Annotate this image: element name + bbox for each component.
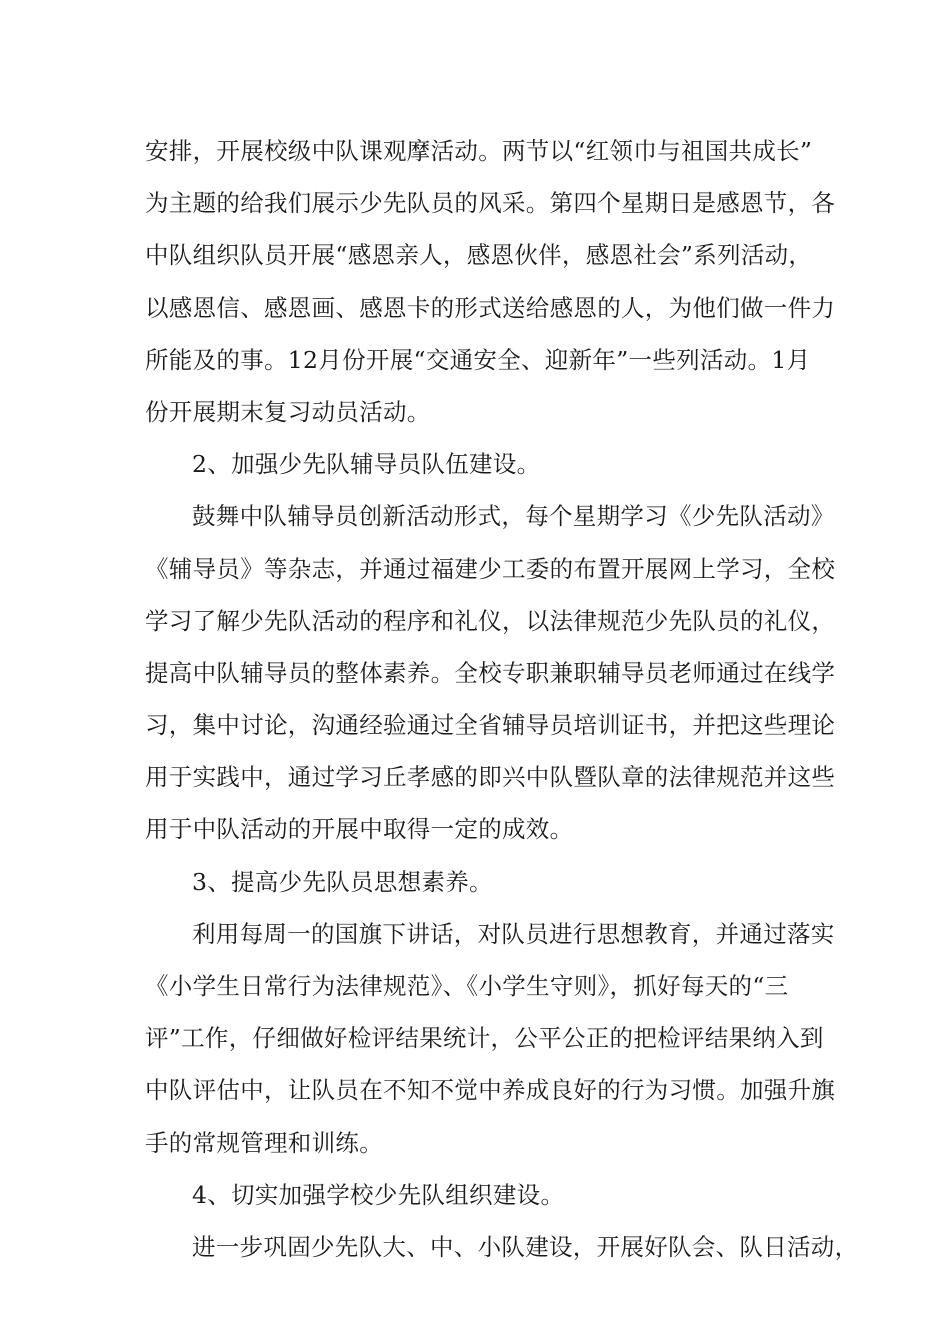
section-heading-4 <box>145 1169 825 1221</box>
heading-line: 3、提高少先队员思想素养。 <box>192 867 493 896</box>
paragraph-activities-continued <box>145 125 836 438</box>
text-line: 用于实践中，通过学习丘孝感的即兴中队暨队章的法律规范并这些 <box>145 763 836 792</box>
text-line: 中队组织队员开展“感恩亲人，感恩伙伴，感恩社会”系列活动， <box>145 241 813 270</box>
text-line: 为主题的给我们展示少先队员的风采。第四个星期日是感恩节，各 <box>145 189 836 218</box>
text-line: 进一步巩固少先队大、中、小队建设，开展好队会、队日活动， <box>192 1232 859 1261</box>
text-line: 《辅导员》等杂志，并通过福建少工委的布置开展网上学习，全校 <box>145 554 836 583</box>
heading-line: 2、加强少先队辅导员队伍建设。 <box>192 450 541 479</box>
text-line: 以感恩信、感恩画、感恩卡的形式送给感恩的人，为他们做一件力 <box>145 293 836 322</box>
paragraph-counselor-training <box>145 490 836 855</box>
text-line: 份开展期末复习动员活动。 <box>145 397 431 426</box>
text-line: 安排，开展校级中队课观摩活动。两节以“红领巾与祖国共成长” <box>145 137 813 165</box>
heading-line: 4、切实加强学校少先队组织建设。 <box>192 1180 565 1209</box>
text-line: 鼓舞中队辅导员创新活动形式，每个星期学习《少先队活动》 <box>192 502 835 531</box>
text-line: 评”工作，仔细做好检评结果统计，公平公正的把检评结果纳入到 <box>145 1024 824 1053</box>
document-body <box>145 125 859 1273</box>
section-heading-2 <box>145 438 825 490</box>
section-heading-3 <box>145 856 825 908</box>
text-line: 用于中队活动的开展中取得一定的成效。 <box>145 815 574 844</box>
text-line: 中队评估中，让队员在不知不觉中养成良好的行为习惯。加强升旗 <box>145 1076 836 1105</box>
text-line: 习，集中讨论，沟通经验通过全省辅导员培训证书，并把这些理论 <box>145 711 836 740</box>
text-line: 提高中队辅导员的整体素养。全校专职兼职辅导员老师通过在线学 <box>145 658 836 687</box>
text-line: 《小学生日常行为法律规范》、《小学生守则》，抓好每天的“三 <box>145 972 789 1000</box>
text-line: 所能及的事。12月份开展“交通安全、迎新年”一些列活动。1月 <box>145 345 811 374</box>
paragraph-ideological-education <box>145 908 836 1169</box>
text-line: 手的常规管理和训练。 <box>145 1128 383 1157</box>
paragraph-organization-building <box>145 1221 859 1273</box>
text-line: 学习了解少先队活动的程序和礼仪，以法律规范少先队员的礼仪， <box>145 606 836 635</box>
text-line: 利用每周一的国旗下讲话，对队员进行思想教育，并通过落实 <box>192 919 835 948</box>
